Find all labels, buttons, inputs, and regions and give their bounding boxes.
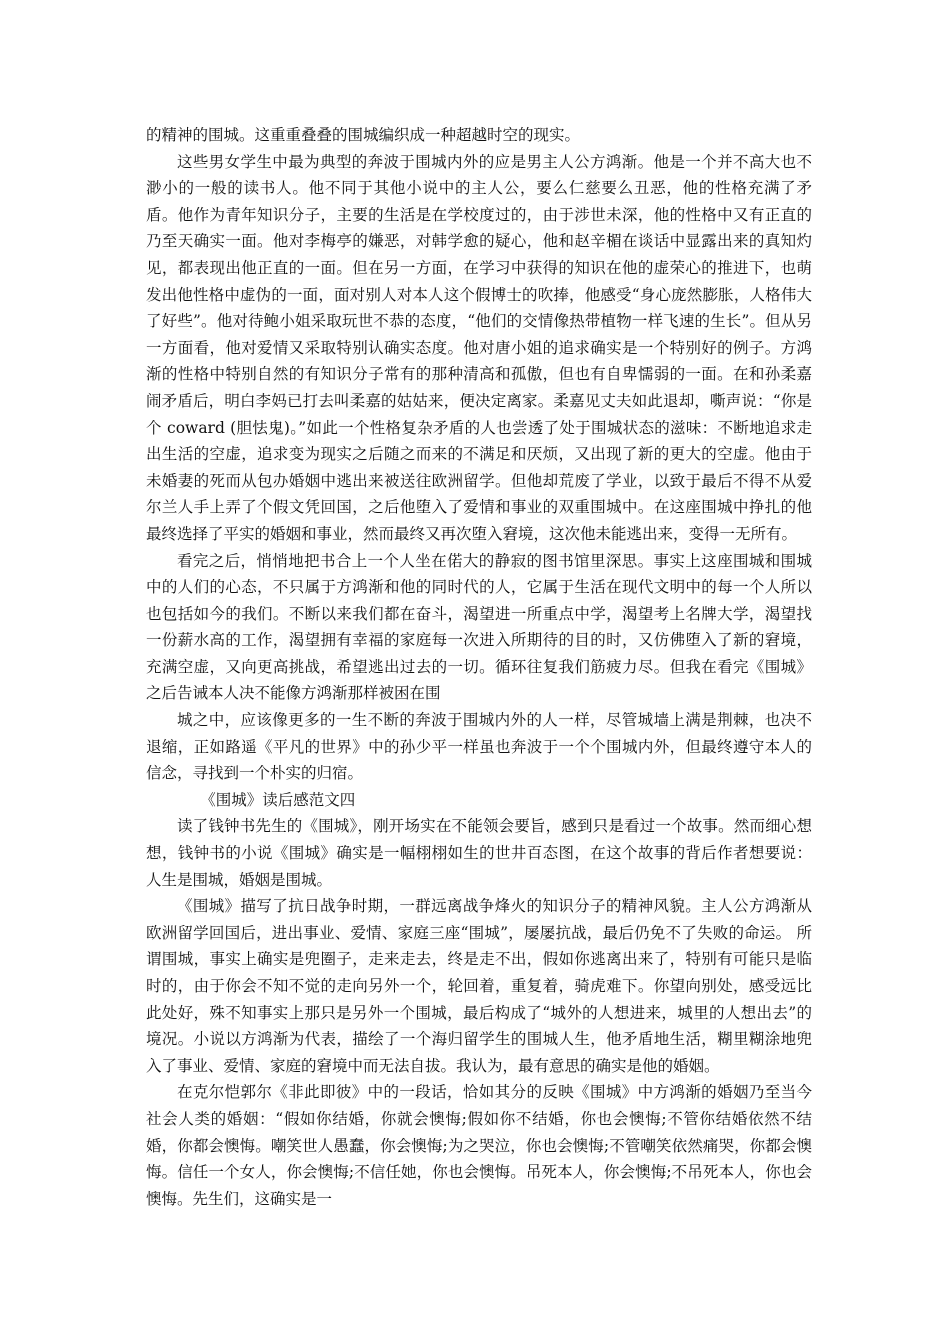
paragraph-essay-four-intro: 读了钱钟书先生的《围城》，刚开场实在不能领会要旨，感到只是看过一个故事。然而细心想想，钱钟书的小说《围城》确实是一幅栩栩如生的世井百态图，在这个故事的背后作者想要说：人生是围城，婚姻是围城。	[146, 817, 812, 889]
paragraph-reflection: 看完之后，悄悄地把书合上一个人坐在偌大的静寂的图书馆里深思。事实上这座围城和围城中的人们的心态，不只属于方鸿渐和他的同时代的人，它属于生活在现代文明中的每一个人所以也包括如今的我们。不断以来我们都在奋斗，渴望进一所重点中学，渴望考上名牌大学，渴望找一份薪水高的工作，渴望拥有幸福的家庭每一次进入所期待的目的时，又仿佛堕入了新的窘境，充满空虚，又向更高挑战，希望逃出过去的一切。循环往复我们筋疲力尽。但我在看完《围城》之后告诫本人决不能像方鸿渐那样被困在围	[146, 551, 812, 703]
paragraph-kierkegaard-quote: 在克尔恺郭尔《非此即彼》中的一段话，恰如其分的反映《围城》中方鸿渐的婚姻乃至当今社会人类的婚姻：“假如你结婚，你就会懊悔;假如你不结婚，你也会懊悔;不管你结婚依然不结婚，你都会懊悔。嘲笑世人愚蠢，你会懊悔;为之哭泣，你也会懊悔;不管嘲笑依然痛哭，你都会懊悔。信任一个女人，你会懊悔;不信任她，你也会懊悔。吊死本人，你会懊悔;不吊死本人，你也会懊悔。先生们，这确实是一	[146, 1083, 812, 1208]
paragraph-reflection-continued: 城之中，应该像更多的一生不断的奔波于围城内外的人一样，尽管城墙上满是荆棘，也决不退缩，正如路遥《平凡的世界》中的孙少平一样虽也奔波于一个个围城内外，但最终遵守本人的信念，寻找到一个朴实的归宿。	[146, 711, 812, 783]
section-heading: 《围城》读后感范文四	[200, 790, 356, 809]
paragraph-essay-four-summary: 《围城》描写了抗日战争时期，一群远离战争烽火的知识分子的精神风貌。主人公方鸿渐从欧洲留学回国后，进出事业、爱情、家庭三座“围城”，屡屡抗战，最后仍免不了失败的命运。 所谓围城，事实上确实是兜圈子，走来走去，终是走不出，假如你逃离出来了，特别有可能只是临时的，由于你会不知不觉的走向另外一个，轮回着，重复着，骑虎难下。你望向别处，感受远比此处好，殊不知事实上那只是另外一个围城，最后构成了“城外的人想进来，城里的人想出去”的境况。小说以方鸿渐为代表，描绘了一个海归留学生的围城人生，他矛盾地生活，糊里糊涂地兜入了事业、爱情、家庭的窘境中而无法自拔。我认为，最有意思的确实是他的婚姻。	[146, 897, 812, 1075]
paragraph-fang-hongjian-character: 这些男女学生中最为典型的奔波于围城内外的应是男主人公方鸿渐。他是一个并不高大也不渺小的一般的读书人。他不同于其他小说中的主人公，要么仁慈要么丑恶，他的性格充满了矛盾。他作为青年知识分子，主要的生活是在学校度过的，由于涉世未深，他的性格中又有正直的乃至天确实一面。他对李梅亭的嫌恶，对韩学愈的疑心，他和赵辛楣在谈话中显露出来的真知灼见，都表现出他正直的一面。但在另一方面，在学习中获得的知识在他的虚荣心的推进下，也萌发出他性格中虚伪的一面，面对别人对本人这个假博士的吹捧，他感受“身心庞然膨胀，人格伟大了好些”。他对待鲍小姐采取玩世不恭的态度，“他们的交情像热带植物一样飞速的生长”。但从另一方面看，他对爱情又采取特别认确实态度。他对唐小姐的追求确实是一个特别好的例子。方鸿渐的性格中特别自然的有知识分子常有的那种清高和孤傲，但也有自卑懦弱的一面。在和孙柔嘉闹矛盾后，明白李妈已打去叫柔嘉的姑姑来，便决定离家。柔嘉见丈夫如此退却，嘶声说：“你是个 coward (胆怯鬼)。”如此一个性格复杂矛盾的人也尝透了处于围城状态的滋味：不断地追求走出生活的空虚，追求变为现实之后随之而来的不满足和厌烦，又出现了新的更大的空虚。他由于未婚妻的死而从包办婚姻中逃出来被送往欧洲留学。但他却荒废了学业，以致于最后不得不从爱尔兰人手上弄了个假文凭回国，之后他堕入了爱情和事业的双重围城中。在这座围城中挣扎的他最终选择了平实的婚姻和事业，然而最终又再次堕入窘境，这次他未能逃出来，变得一无所有。	[146, 152, 812, 543]
paragraph-continuation: 的精神的围城。这重重叠叠的围城编织成一种超越时空的现实。	[146, 126, 581, 144]
document-body	[146, 122, 812, 1212]
